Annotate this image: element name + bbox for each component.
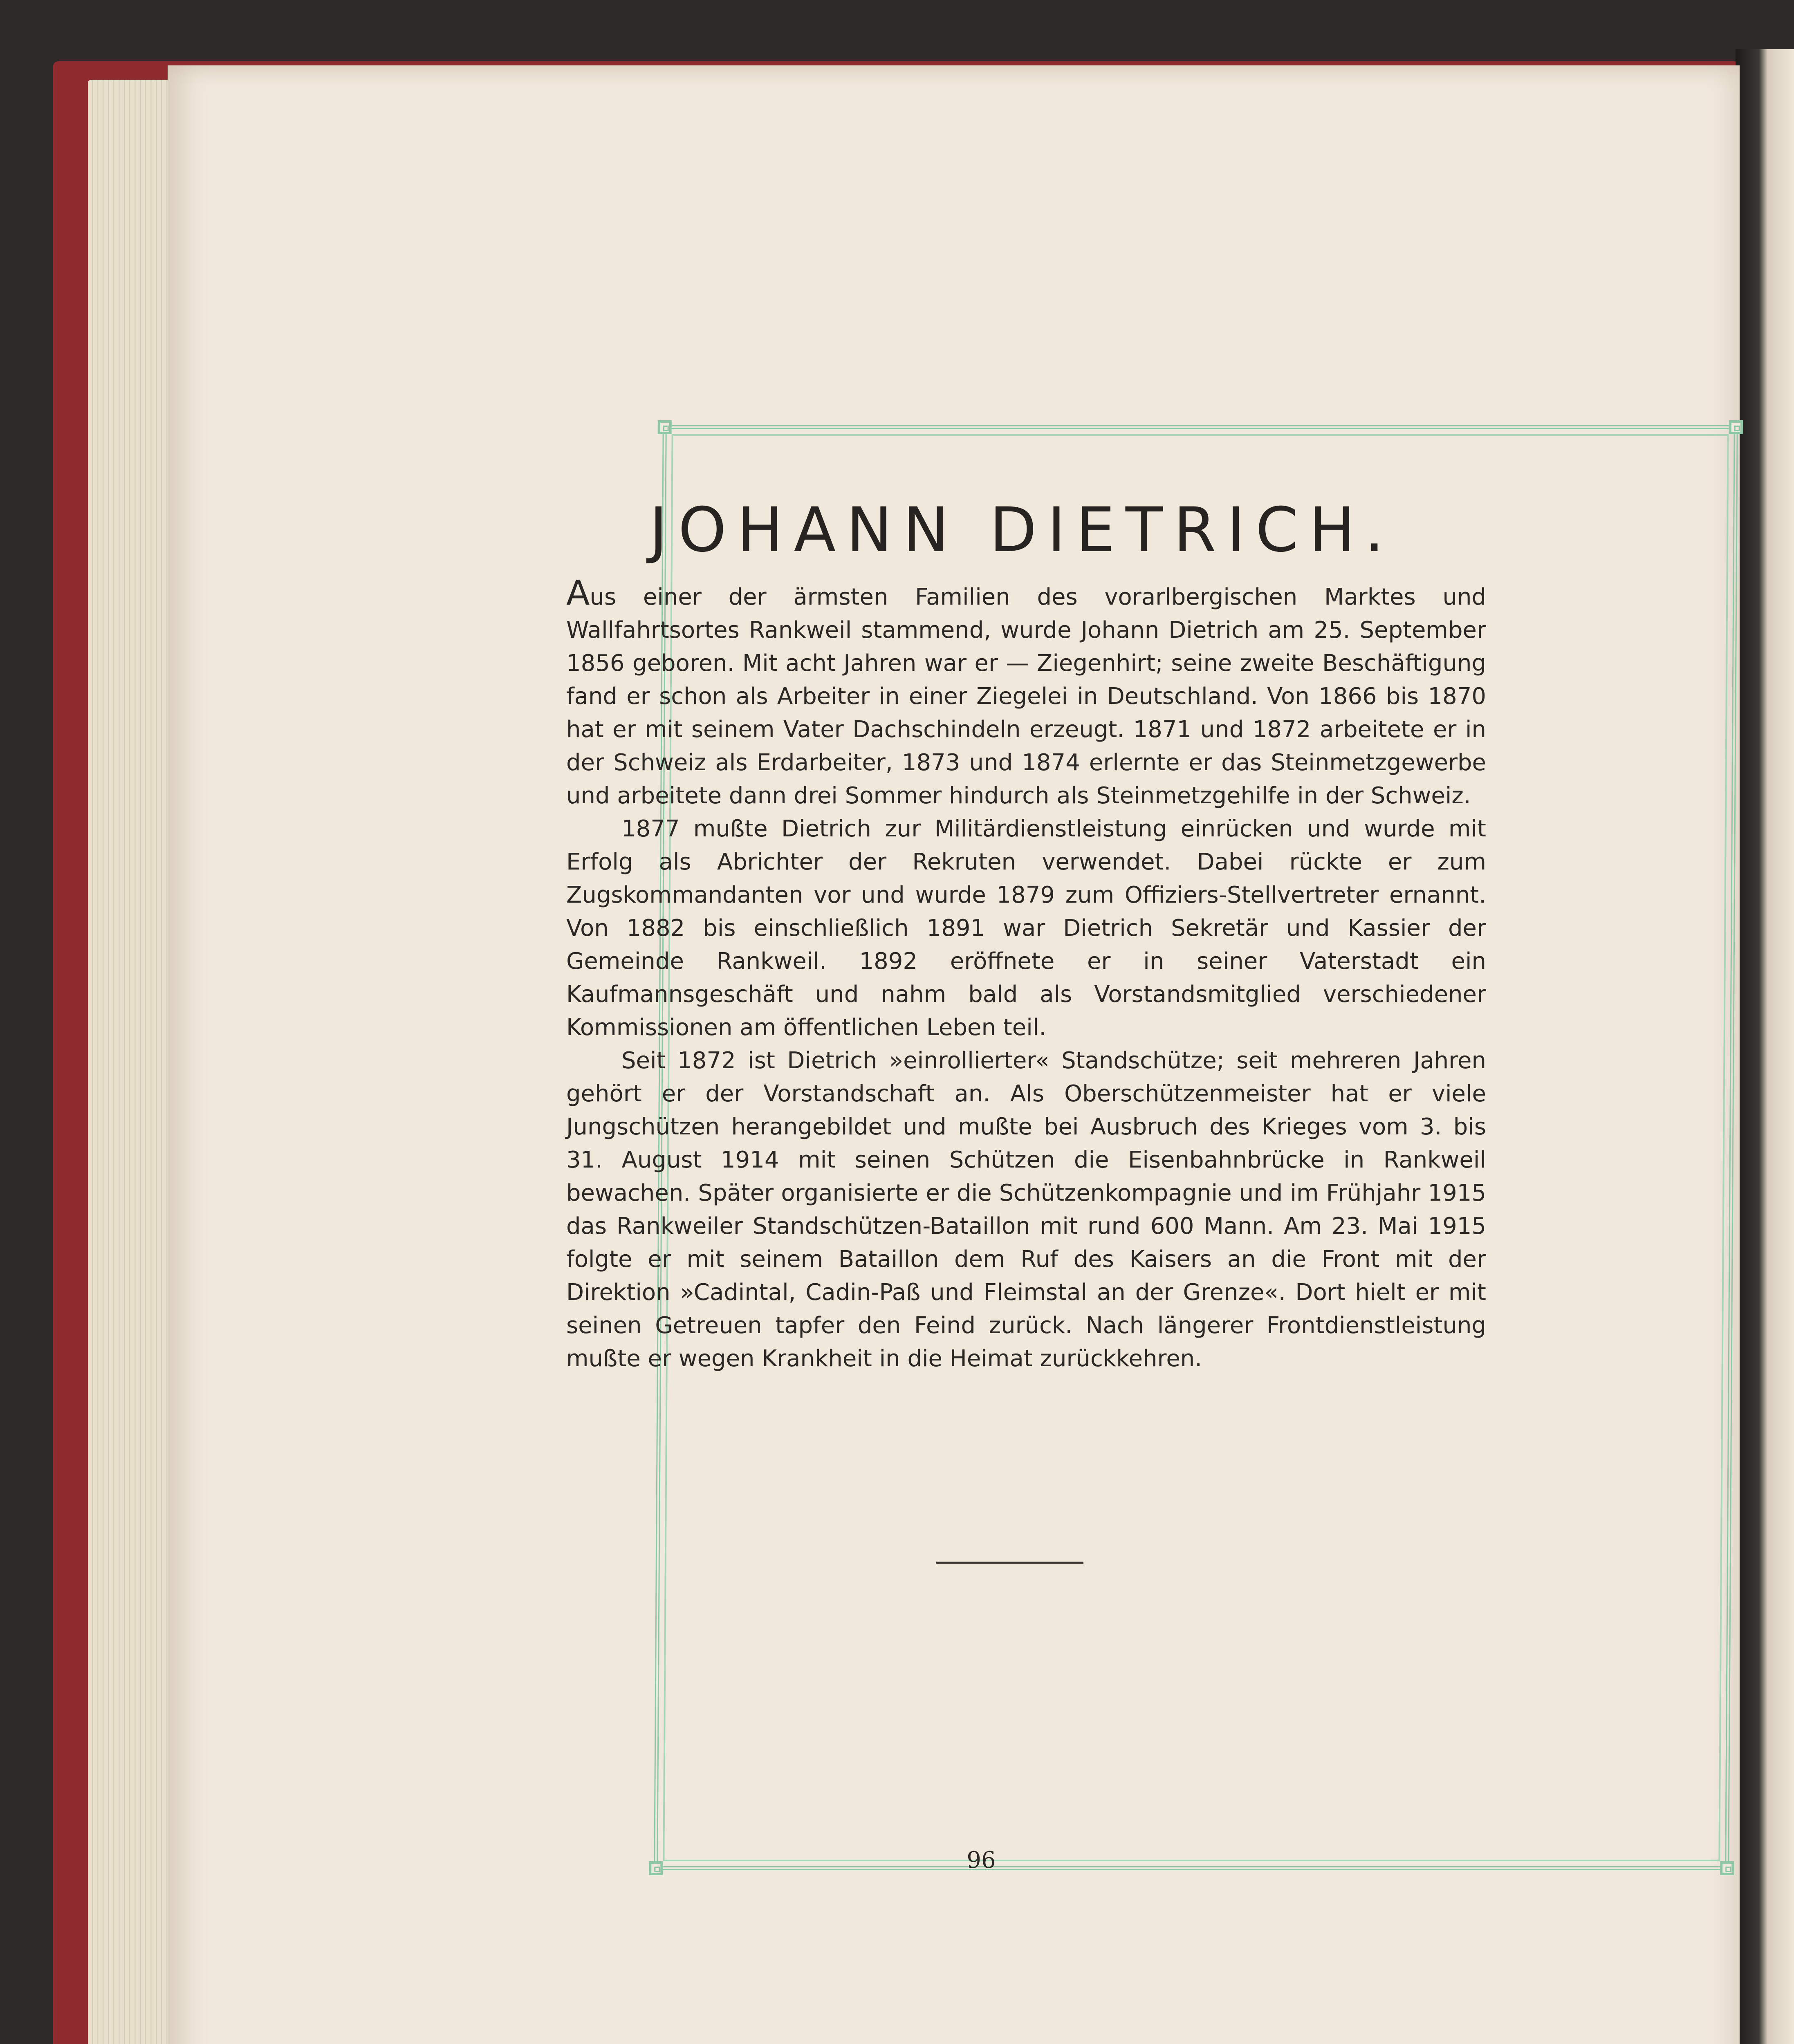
frame-corner-ornament bbox=[1720, 1861, 1734, 1875]
drop-cap: A bbox=[566, 573, 590, 613]
paragraph: Seit 1872 ist Dietrich »einrollierter« Standschütze; seit mehreren Jahren gehört er der Vorstandschaft an. Als Oberschützenmeister hat er viele Jungschützen herangebildet und mußte bei Ausbruch des Krieges vom 3. bis 31. August 1914 mit seinen Schützen die Eisenbahnbrücke in Rankweil bewachen. Später organisierte er die Schützenkompagnie und im Frühjahr 1915 das Rankweiler Standschützen-Bataillon mit rund 600 Mann. Am 23. Mai 1915 folgte er mit seinem Bataillon dem Ruf des Kaisers an die Front mit der Direktion »Cadintal, Cadin-Paß und Fleimstal an der Grenze«. Dort hielt er mit seinen Getreuen tapfer den Feind zurück. Nach längerer Frontdienstleistung mußte er wegen Krankheit in die Heimat zurückkehren. bbox=[566, 1047, 1486, 1372]
frame-corner-ornament bbox=[1729, 420, 1743, 434]
page-stack-edge bbox=[88, 80, 174, 2044]
paragraph: Aus einer der ärmsten Familien des vorarlbergischen Marktes und Wallfahrtsortes Rankweil stammend, wurde Johann Dietrich am 25. September 1856 geboren. Mit acht Jahren war er — Ziegenhirt; seine zweite Beschäftigung fand er schon als Arbeiter in einer Ziegelei in Deutschland. Von 1866 bis 1870 hat er mit seinem Vater Dachschindeln erzeugt. 1871 und 1872 arbeitete er in der Schweiz als Erdarbeiter, 1873 und 1874 erlernte er das Steinmetzgewerbe und arbeitete dann drei Sommer hindurch als Steinmetzgehilfe in der Schweiz. bbox=[566, 573, 1486, 809]
page-number: 96 bbox=[967, 1847, 996, 1874]
facing-page-edge bbox=[1736, 49, 1794, 2044]
page-title: JOHANN DIETRICH. bbox=[649, 495, 1395, 566]
end-rule bbox=[936, 1562, 1083, 1564]
body-text bbox=[566, 573, 1486, 1375]
paragraph: 1877 mußte Dietrich zur Militärdienstleistung einrücken und wurde mit Erfolg als Abrichter der Rekruten verwendet. Dabei rückte er zum Zugskommandanten vor und wurde 1879 zum Offiziers-Stellvertreter ernannt. Von 1882 bis einschließlich 1891 war Dietrich Sekretär und Kassier der Gemeinde Rankweil. 1892 eröffnete er in seiner Vaterstadt ein Kaufmannsgeschäft und nahm bald als Vorstandsmitglied verschiedener Kommissionen am öffentlichen Leben teil. bbox=[566, 816, 1486, 1041]
frame-corner-ornament bbox=[649, 1861, 663, 1875]
frame-corner-ornament bbox=[658, 420, 672, 434]
